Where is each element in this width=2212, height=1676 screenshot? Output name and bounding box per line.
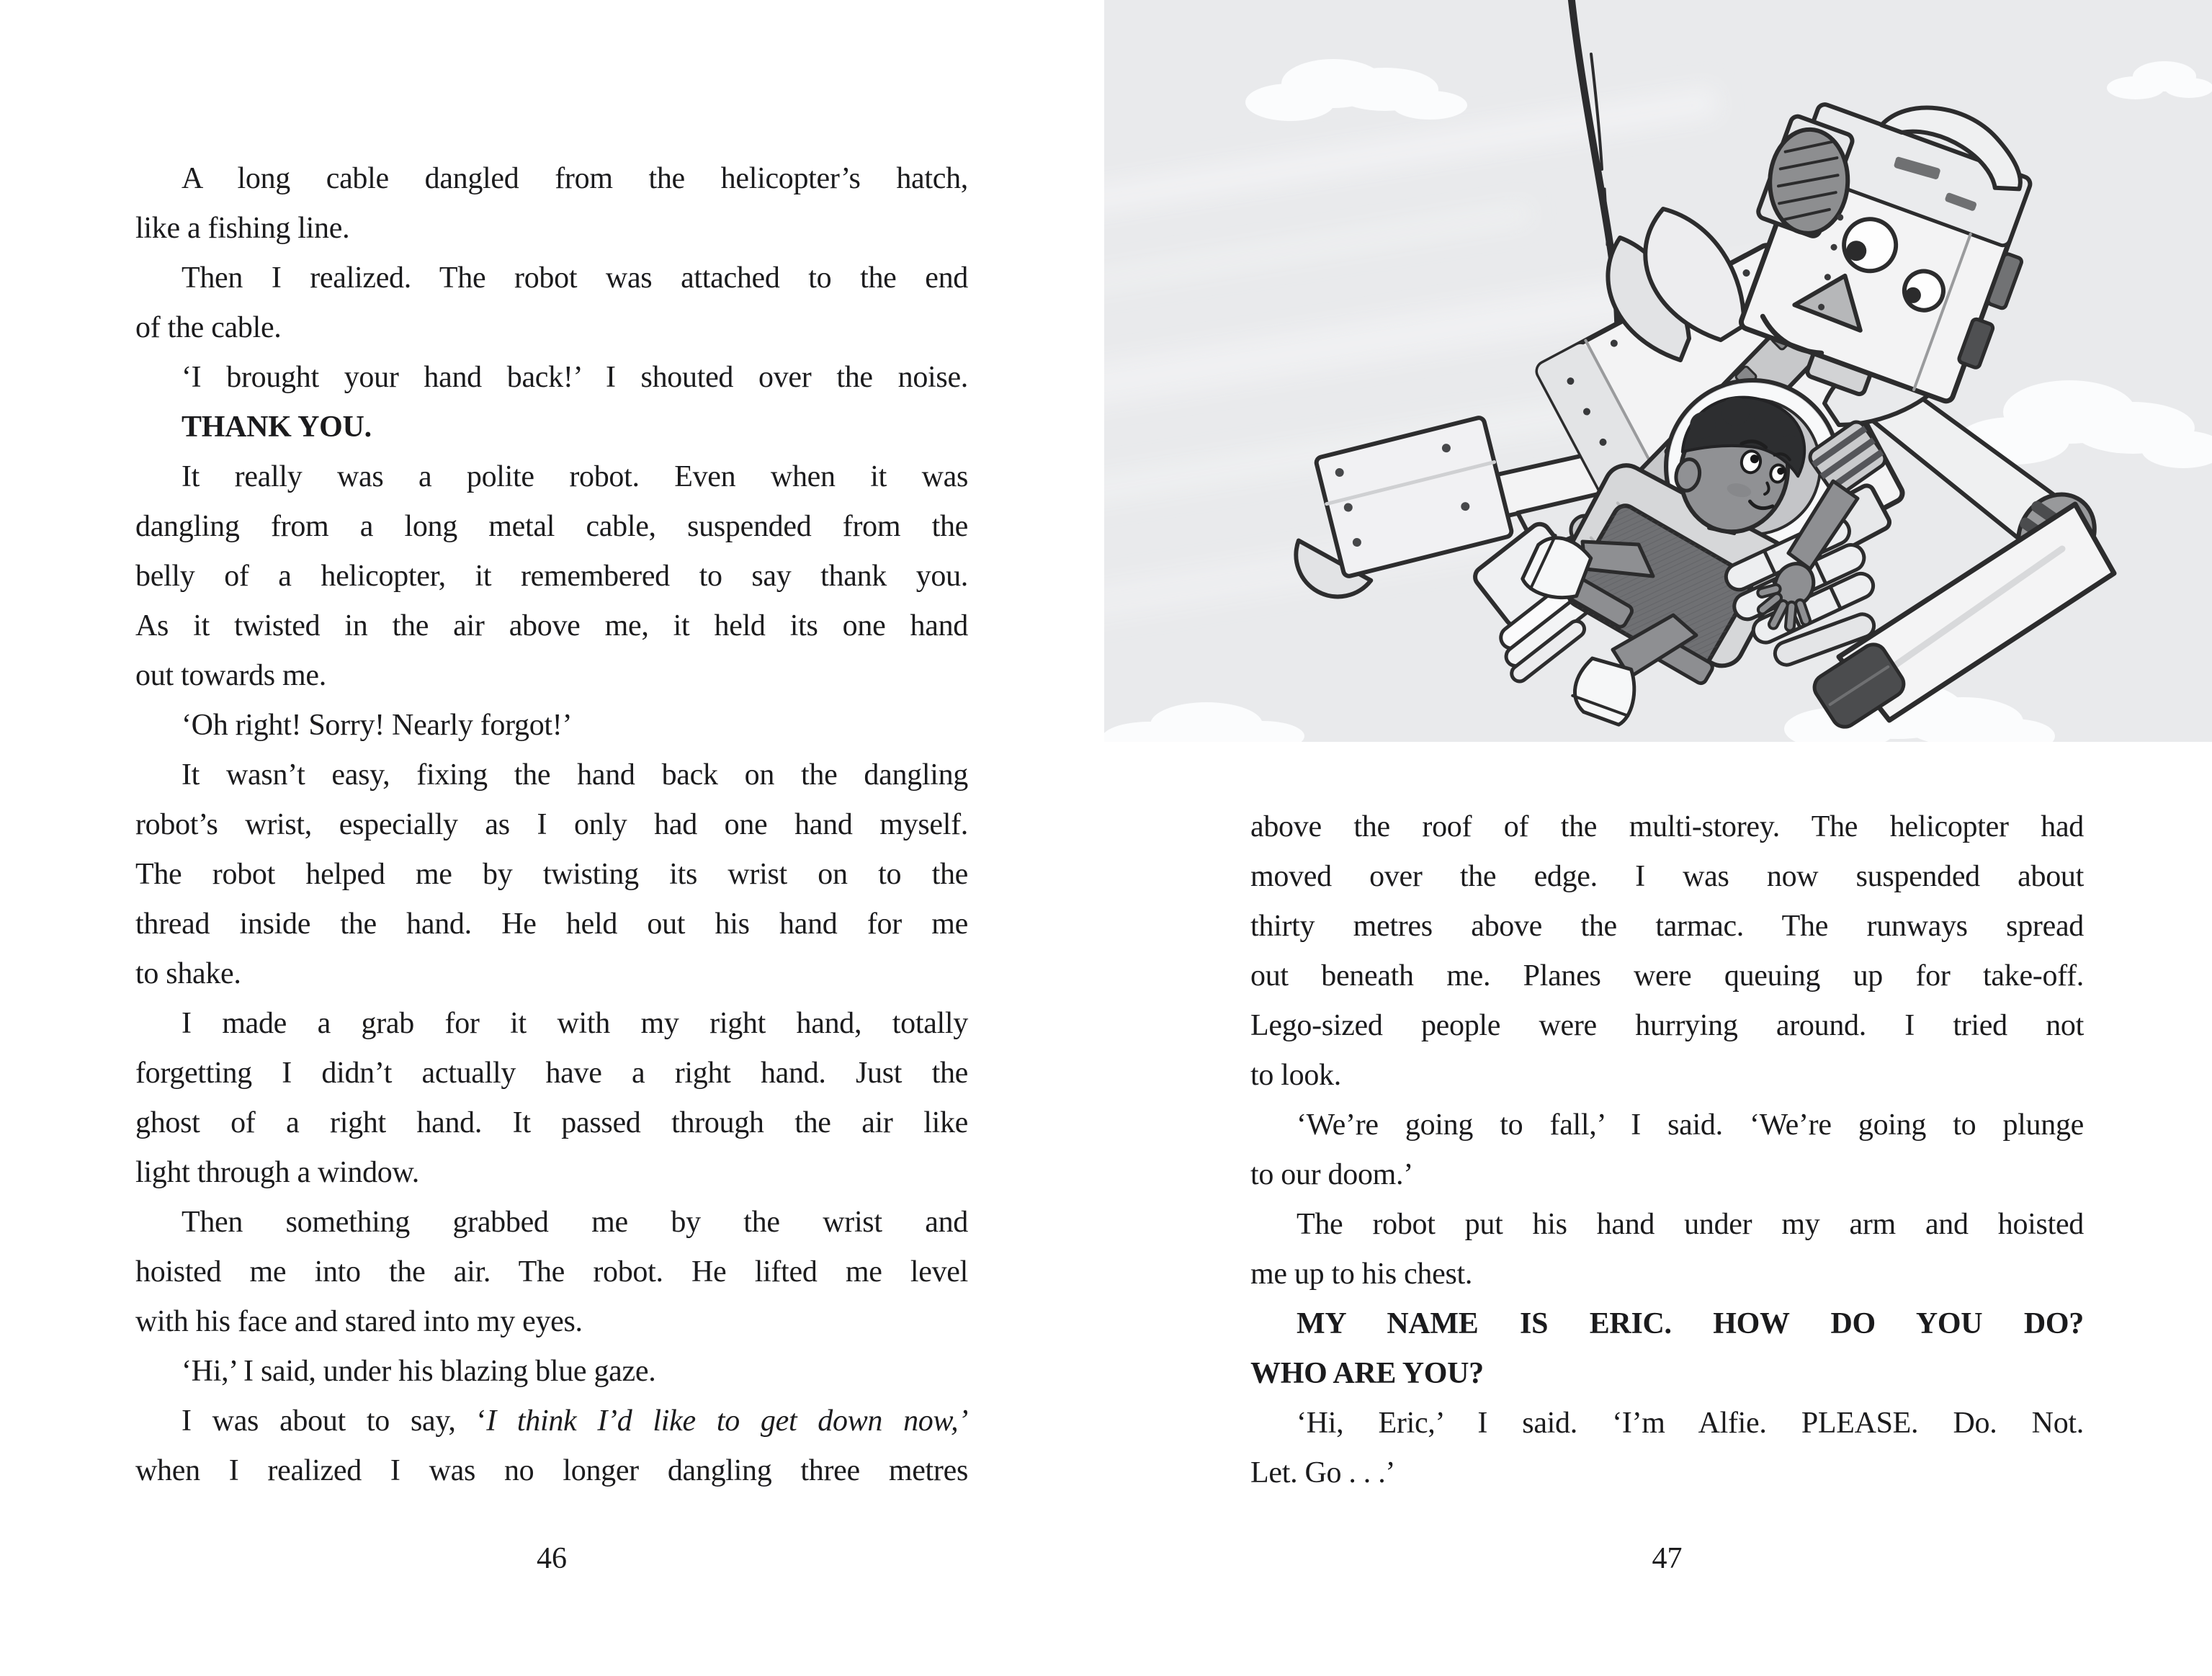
text-line: As it twisted in the air above me, it held its one hand	[135, 609, 968, 642]
text-line: hoisted me into the air. The robot. He lifted me level	[135, 1255, 968, 1289]
left-page-text	[135, 154, 968, 1496]
text-line: ‘Hi, Eric,’ I said. ‘I’m Alfie. PLEASE. Do. Not.	[1297, 1407, 2084, 1440]
text-line: It wasn’t easy, fixing the hand back on the dangling	[182, 758, 968, 792]
text-line: me up to his chest.	[1250, 1258, 1473, 1291]
text-line: ‘Oh right! Sorry! Nearly forgot!’	[182, 709, 573, 742]
text-line: of the cable.	[135, 311, 282, 344]
text-line: ghost of a right hand. It passed through the air like	[135, 1106, 968, 1139]
text-line: forgetting I didn’t actually have a right hand. Just the	[135, 1057, 968, 1090]
right-page-text	[1250, 802, 2084, 1498]
text-line: belly of a helicopter, it remembered to say thank you.	[135, 560, 968, 593]
text-line: to our doom.’	[1250, 1158, 1413, 1191]
text-line: Let. Go . . .’	[1250, 1456, 1396, 1489]
text-line: MY NAME IS ERIC. HOW DO YOU DO?	[1297, 1307, 2084, 1340]
text-line: THANK YOU.	[182, 411, 372, 444]
text-line: Then I realized. The robot was attached to the end	[182, 261, 968, 295]
text-line: The robot helped me by twisting its wrist on to the	[135, 858, 968, 891]
text-line: robot’s wrist, especially as I only had one hand myself.	[135, 808, 968, 841]
text-line: dangling from a long metal cable, suspended from the	[135, 510, 968, 543]
text-line: above the roof of the multi-storey. The helicopter had	[1250, 810, 2084, 843]
illustration	[1104, 0, 2212, 742]
text-line: thirty metres above the tarmac. The runways spread	[1250, 910, 2084, 943]
text-line: ‘We’re going to fall,’ I said. ‘We’re going to plunge	[1297, 1108, 2084, 1142]
text-line: to shake.	[135, 957, 241, 990]
page-number-left: 46	[537, 1542, 567, 1575]
text-line: ‘I brought your hand back!’ I shouted over the noise.	[182, 361, 968, 394]
text-line: out towards me.	[135, 659, 326, 692]
text-line: like a fishing line.	[135, 212, 350, 245]
text-line: Lego-sized people were hurrying around. I tried not	[1250, 1009, 2084, 1042]
text-line: It really was a polite robot. Even when it was	[182, 460, 968, 493]
text-line: The robot put his hand under my arm and hoisted	[1297, 1208, 2084, 1241]
page-number-right: 47	[1652, 1542, 1683, 1575]
text-line: to look.	[1250, 1059, 1341, 1092]
text-line: WHO ARE YOU?	[1250, 1357, 1484, 1390]
text-line: ‘Hi,’ I said, under his blazing blue gaze.	[182, 1355, 656, 1388]
text-line: Then something grabbed me by the wrist and	[182, 1206, 968, 1239]
text-line: out beneath me. Planes were queuing up for take-off.	[1250, 959, 2084, 992]
text-line: I was about to say, ‘I think I’d like to get down now,’	[182, 1404, 968, 1438]
text-line: moved over the edge. I was now suspended about	[1250, 860, 2084, 893]
text-line: I made a grab for it with my right hand, totally	[182, 1007, 968, 1040]
text-line: when I realized I was no longer dangling three metres	[135, 1454, 968, 1487]
text-line: A long cable dangled from the helicopter’s hatch,	[182, 162, 968, 195]
text-line: thread inside the hand. He held out his hand for me	[135, 908, 968, 941]
text-line: with his face and stared into my eyes.	[135, 1305, 583, 1338]
text-line: light through a window.	[135, 1156, 420, 1189]
